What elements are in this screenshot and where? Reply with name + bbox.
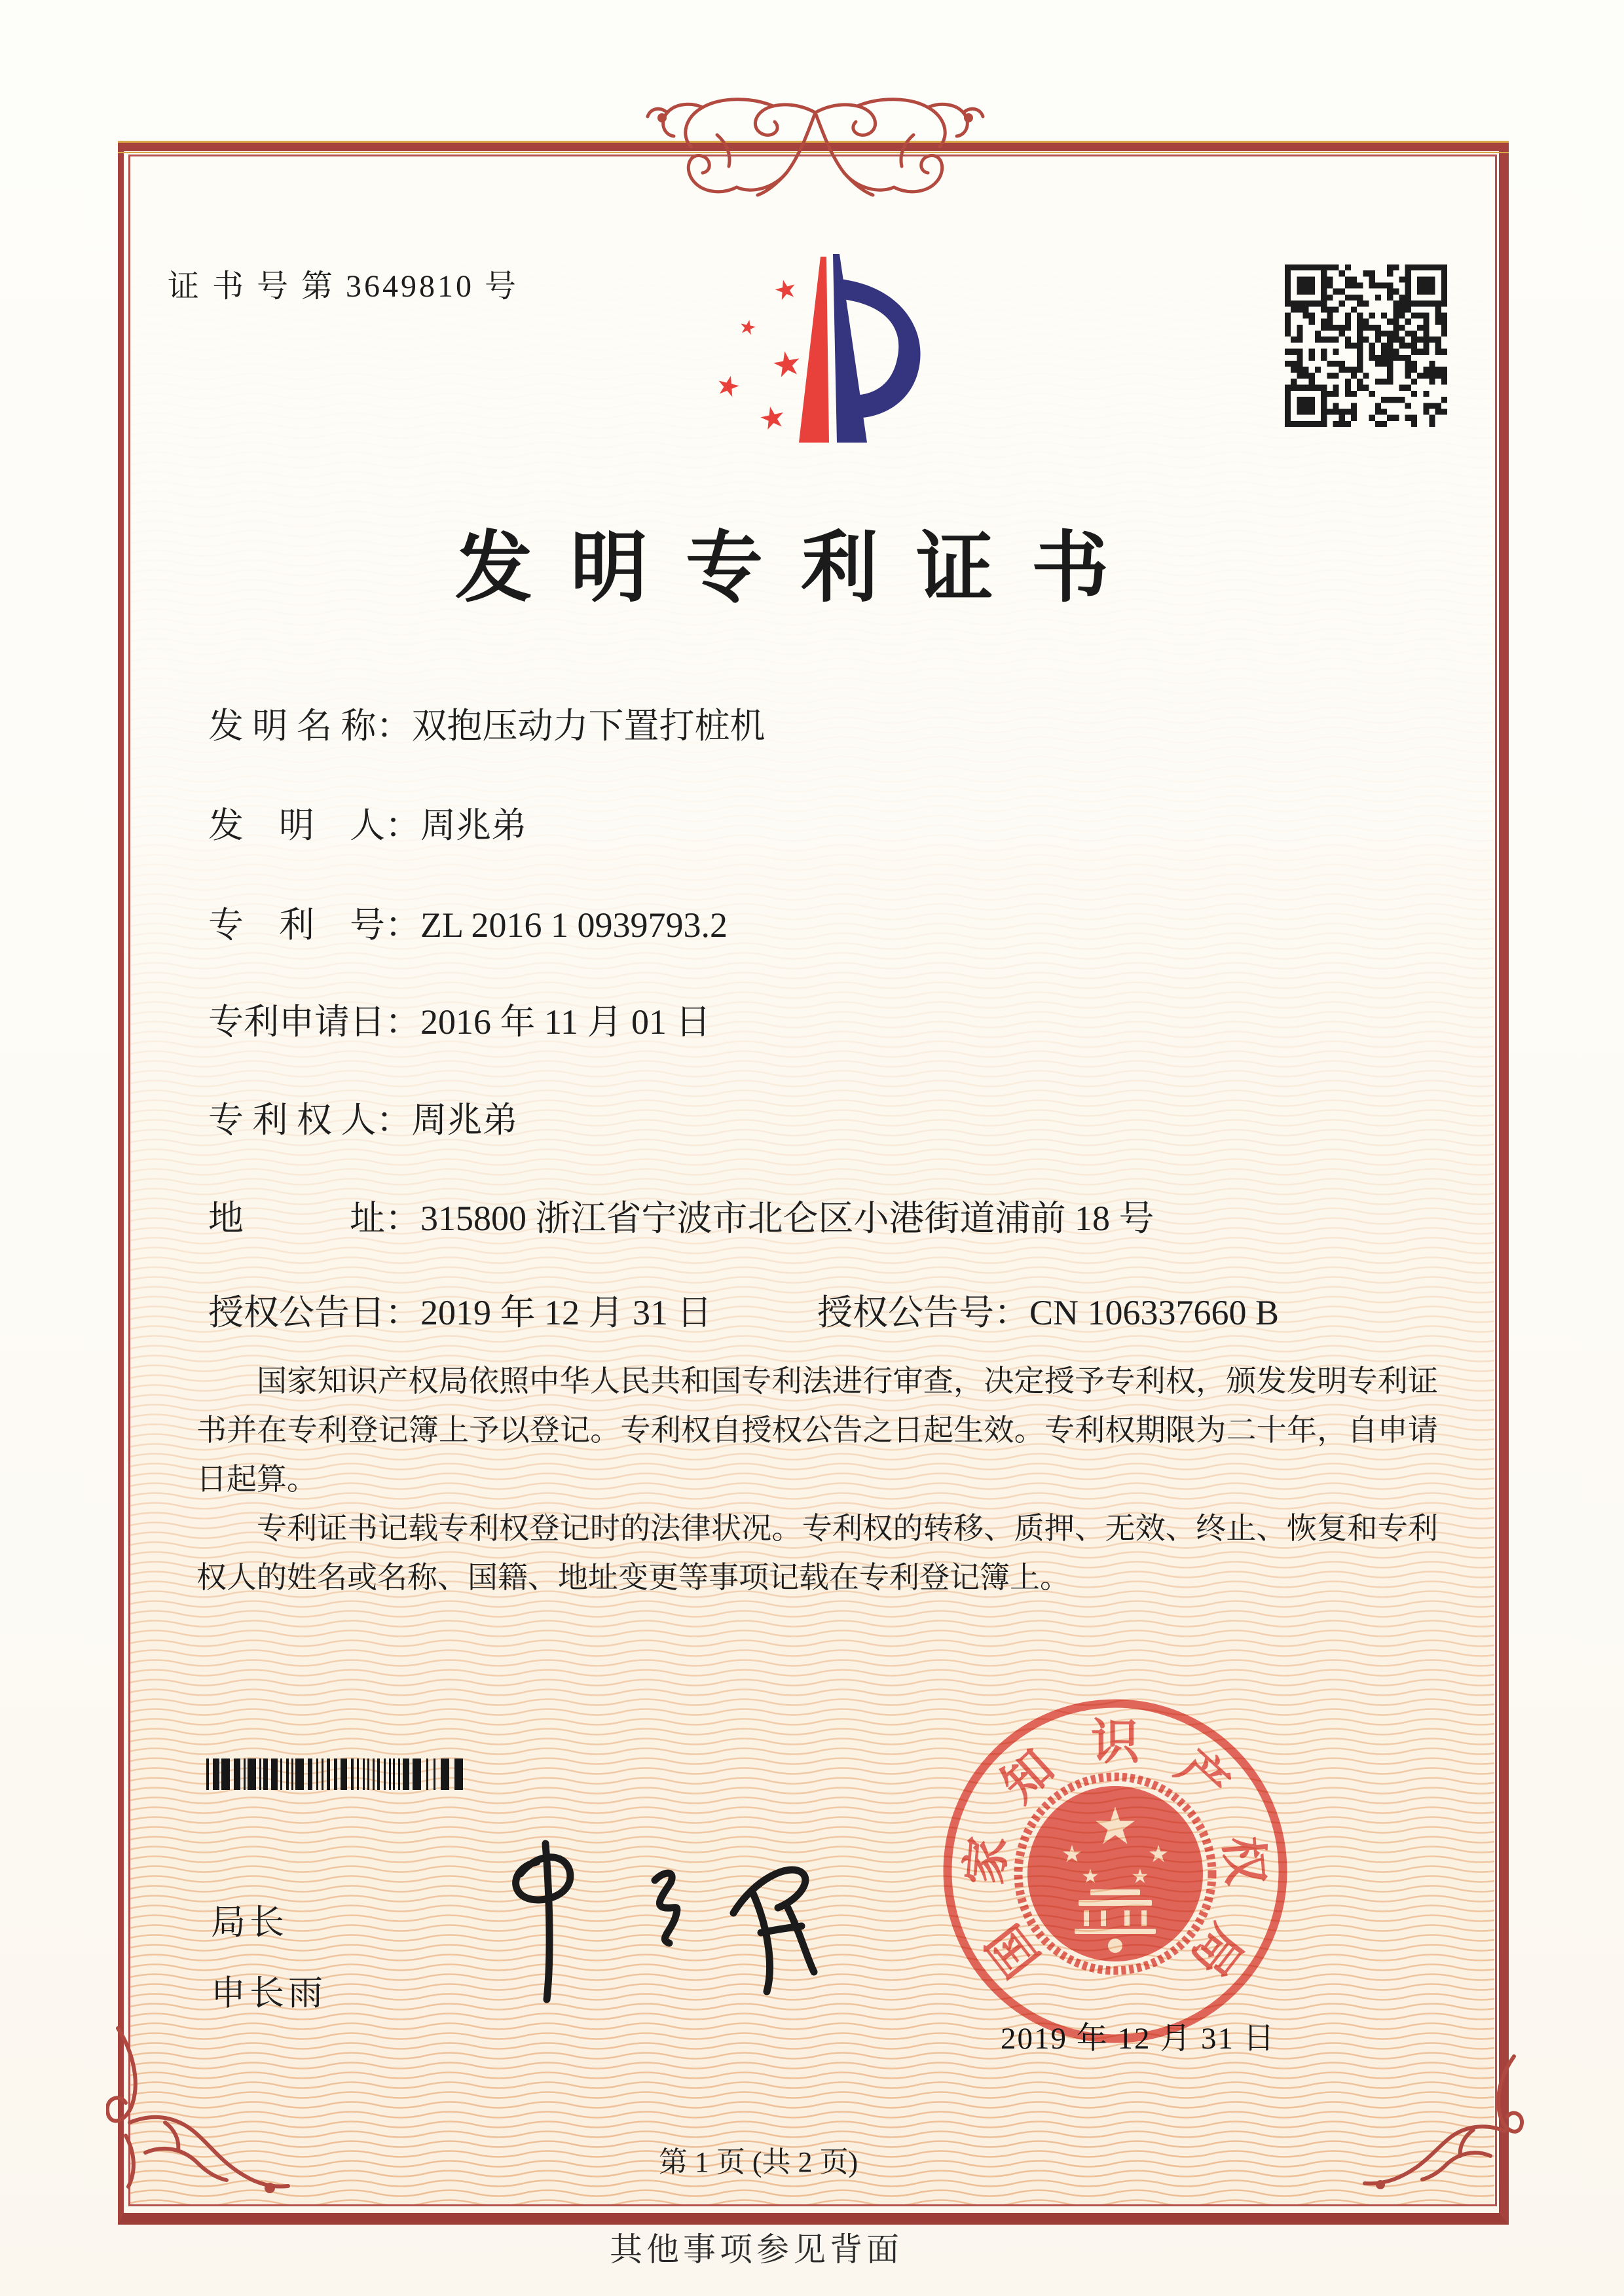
svg-text:★: ★ bbox=[1147, 1841, 1170, 1868]
field-label: 专利申请日： bbox=[208, 1002, 420, 1042]
field-grant-number bbox=[817, 1292, 1279, 1333]
field-value: 周兆弟 bbox=[420, 806, 526, 845]
svg-text:局: 局 bbox=[1180, 1914, 1253, 1986]
field-inventor bbox=[208, 805, 526, 846]
svg-text:★: ★ bbox=[768, 342, 805, 387]
director-signature bbox=[458, 1833, 851, 2023]
page-number: 第 1 页 (共 2 页) bbox=[658, 2146, 858, 2178]
field-invention-name bbox=[208, 706, 766, 746]
official-seal bbox=[933, 1689, 1297, 2053]
svg-text:★: ★ bbox=[712, 367, 745, 405]
field-label: 发 明 人： bbox=[208, 806, 420, 845]
field-value: 315800 浙江省宁波市北仑区小港街道浦前 18 号 bbox=[420, 1199, 1154, 1238]
field-patentee bbox=[208, 1100, 518, 1140]
svg-text:知: 知 bbox=[992, 1740, 1065, 1813]
field-grant-date bbox=[208, 1292, 712, 1333]
field-address bbox=[208, 1198, 1154, 1239]
svg-text:★: ★ bbox=[1131, 1865, 1149, 1888]
seal-date: 2019 年 12 月 31 日 bbox=[1001, 2022, 1276, 2056]
field-label: 地 址： bbox=[208, 1199, 420, 1238]
national-emblem-icon bbox=[1018, 1777, 1212, 1971]
logo-red-wedge bbox=[799, 257, 829, 443]
legal-paragraph-1: 国家知识产权局依照中华人民共和国专利法进行审查，决定授予专利权，颁发发明专利证书并在专利登记簿上予以登记。专利权自授权公告之日起生效。专利权期限为二十年，自申请日起算。 bbox=[196, 1364, 1438, 1496]
svg-text:★: ★ bbox=[770, 272, 801, 308]
field-patent-number bbox=[208, 905, 728, 945]
field-value: CN 106337660 B bbox=[1029, 1293, 1280, 1332]
svg-text:权: 权 bbox=[1214, 1834, 1272, 1887]
field-label: 授权公告日： bbox=[208, 1293, 420, 1332]
top-dragon-ornament bbox=[586, 96, 1044, 199]
field-label: 专 利 号： bbox=[208, 905, 420, 945]
certificate-number: 证 书 号 第 3649810 号 bbox=[168, 269, 519, 304]
svg-text:★: ★ bbox=[755, 397, 790, 438]
svg-text:国: 国 bbox=[978, 1914, 1050, 1986]
svg-text:家: 家 bbox=[958, 1834, 1016, 1887]
field-value: 周兆弟 bbox=[411, 1101, 518, 1140]
field-filing-date bbox=[208, 1002, 711, 1042]
svg-text:★: ★ bbox=[737, 314, 759, 341]
cnipa-logo bbox=[688, 247, 936, 444]
qr-code bbox=[1285, 264, 1447, 427]
field-label: 专 利 权 人： bbox=[208, 1101, 412, 1140]
field-label: 授权公告号： bbox=[817, 1293, 1029, 1332]
field-value: 2016 年 11 月 01 日 bbox=[420, 1002, 711, 1042]
director-name: 申长雨 bbox=[211, 1975, 327, 2013]
footer-note: 其他事项参见背面 bbox=[610, 2231, 903, 2268]
svg-text:★: ★ bbox=[1061, 1841, 1083, 1868]
logo-stars bbox=[712, 272, 805, 437]
legal-paragraph-2: 专利证书记载专利权登记时的法律状况。专利权的转移、质押、无效、终止、恢复和专利权人的姓名或名称、国籍、地址变更等事项记载在专利登记簿上。 bbox=[196, 1512, 1438, 1594]
document-title: 发明专利证书 bbox=[454, 526, 1147, 611]
svg-text:产: 产 bbox=[1166, 1740, 1238, 1813]
svg-text:★: ★ bbox=[1081, 1865, 1099, 1888]
field-label: 发 明 名 称： bbox=[208, 706, 412, 746]
director-title: 局长 bbox=[211, 1904, 288, 1942]
barcode bbox=[205, 1758, 470, 1790]
svg-text:★: ★ bbox=[1092, 1797, 1138, 1856]
field-value: 2019 年 12 月 31 日 bbox=[420, 1293, 712, 1332]
svg-text:识: 识 bbox=[1091, 1716, 1139, 1770]
field-value: ZL 2016 1 0939793.2 bbox=[420, 905, 728, 945]
legal-text bbox=[196, 1357, 1438, 1602]
field-value: 双抱压动力下置打桩机 bbox=[411, 706, 766, 746]
